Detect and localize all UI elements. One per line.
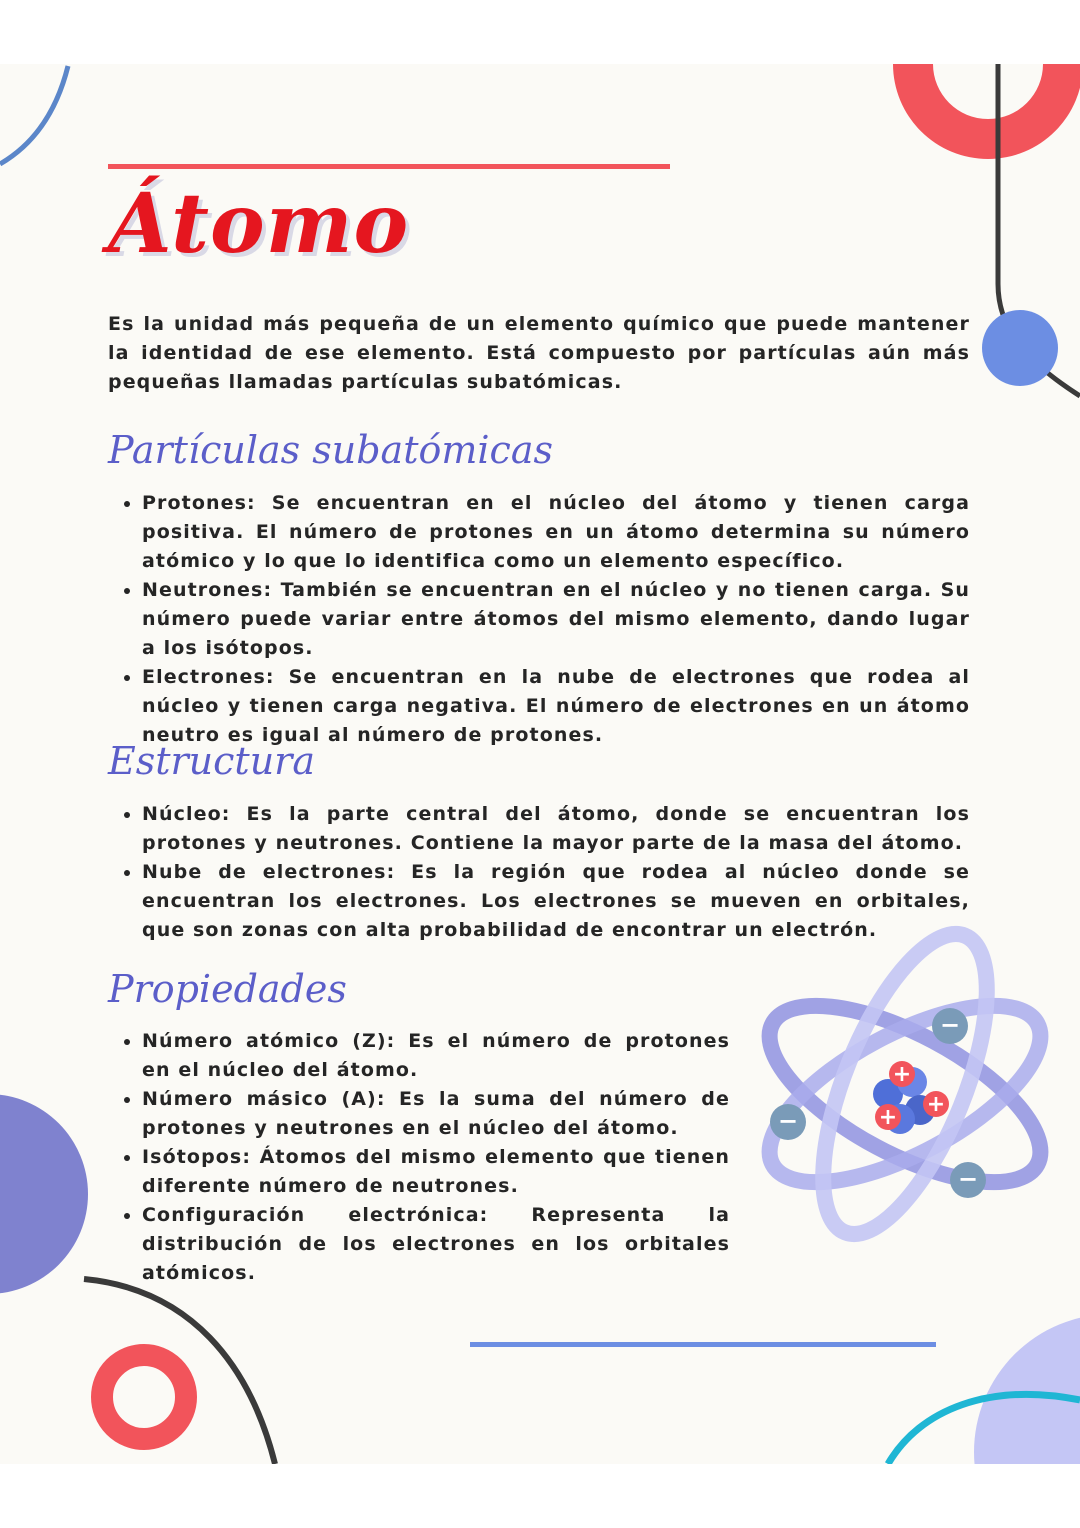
svg-text:−: − (957, 1165, 979, 1193)
list-propiedades (108, 1027, 730, 1288)
atom-icon (750, 914, 1060, 1254)
electron (770, 1104, 806, 1140)
section-heading-estructura: Estructura (108, 739, 315, 783)
bottom-left-ring (102, 1355, 186, 1439)
list-item: • Electrones: Se encuentran en la nube de electrones que rodea al núcleo y tienen carga negativa. El número de electrones en un átomo neutro es igual al número de protones. (142, 663, 970, 750)
svg-text:−: − (777, 1107, 799, 1135)
section-heading-propiedades: Propiedades (108, 967, 347, 1011)
list-item: • Protones: Se encuentran en el núcleo del átomo y tienen carga positiva. El número de protones en un átomo determina su número atómico y lo que lo identifica como un elemento específico. (142, 489, 970, 576)
document-page (0, 64, 1080, 1464)
top-right-ring (893, 64, 1080, 159)
list-item: • Configuración electrónica: Representa la distribución de los electrones en los orbitales atómicos. (142, 1201, 730, 1288)
top-left-arc (0, 66, 68, 164)
blue-dot (982, 310, 1058, 386)
electron (932, 1008, 968, 1044)
title-rule (108, 164, 670, 169)
list-item: • Isótopos: Átomos del mismo elemento que tienen diferente número de neutrones. (142, 1143, 730, 1201)
proton-sign: + (892, 1062, 912, 1087)
page-title: Átomo (108, 176, 410, 272)
list-item: • Núcleo: Es la parte central del átomo, donde se encuentran los protones y neutrones. Contiene la mayor parte de la masa del átomo. (142, 800, 970, 858)
svg-text:−: − (939, 1011, 961, 1039)
list-item: • Nube de electrones: Es la región que rodea al núcleo donde se encuentran los electrones. Los electrones se mueven en orbitales, que son zonas con alta probabilidad de encontrar un electrón. (142, 858, 970, 945)
list-item: • Número atómico (Z): Es el número de protones en el núcleo del átomo. (142, 1027, 730, 1085)
left-purple-circle (0, 1094, 88, 1294)
footer-rule (470, 1342, 936, 1347)
section-heading-particulas: Partículas subatómicas (108, 428, 553, 472)
bottom-right-circle (974, 1314, 1080, 1464)
proton-sign: + (878, 1105, 898, 1130)
list-item: • Número másico (A): Es la suma del número de protones y neutrones en el núcleo del átomo. (142, 1085, 730, 1143)
proton-sign: + (926, 1092, 946, 1117)
nucleus (873, 1061, 949, 1134)
electron (950, 1162, 986, 1198)
list-item: • Neutrones: También se encuentran en el núcleo y no tienen carga. Su número puede variar entre átomos del mismo elemento, dando lugar a los isótopos. (142, 576, 970, 663)
intro-paragraph: Es la unidad más pequeña de un elemento químico que puede mantener la identidad de ese elemento. Está compuesto por partículas aún más pequeñas llamadas partículas subatómicas. (108, 313, 970, 393)
list-particulas (108, 489, 970, 750)
